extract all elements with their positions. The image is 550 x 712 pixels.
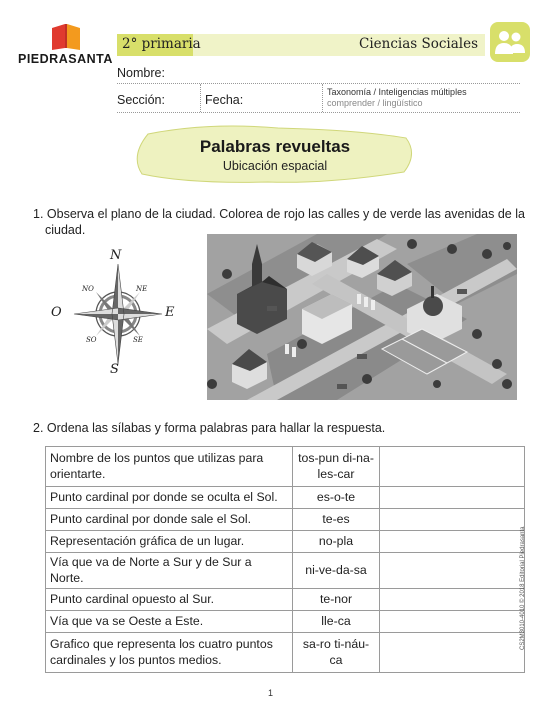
compass-south: S [110,362,119,377]
answer-cell[interactable] [380,487,525,509]
clue-cell: Vía que va se Oeste a Este. [46,611,293,633]
syllables-cell: sa-ro ti-náu-ca [293,633,380,673]
compass-west: O [51,305,62,320]
answer-cell[interactable] [380,633,525,673]
table-row [46,633,525,673]
city-map-image [207,234,517,400]
name-line [117,83,520,84]
activity-subtitle: Ubicación espacial [222,159,328,173]
side-copyright: CS2M3010-4010 © 2018 Editorial Piedrasanta [520,526,526,650]
syllables-cell: ni-ve-da-sa [293,553,380,589]
table-row [46,553,525,589]
syllables-cell: es-o-te [293,487,380,509]
compass-rose-icon [60,250,180,378]
table-row [46,447,525,487]
form-divider [200,84,201,112]
name-label: Nombre: [117,66,165,80]
grade-label: 2° primaria [122,36,201,52]
publisher-logo-text: PIEDRASANTA [18,52,113,66]
answer-cell[interactable] [380,531,525,553]
clue-cell: Nombre de los puntos que utilizas para orientarte. [46,447,293,487]
clue-cell: Grafico que representa los cuatro puntos cardinales y los puntos medios. [46,633,293,673]
subject-label: Ciencias Sociales [358,36,478,52]
answer-cell[interactable] [380,611,525,633]
taxonomy-value: comprender / lingüístico [327,98,423,108]
syllables-cell: tos-pun di-na-les-car [293,447,380,487]
clue-cell: Punto cardinal opuesto al Sur. [46,589,293,611]
table-row [46,509,525,531]
syllables-cell: no-pla [293,531,380,553]
clue-cell: Punto cardinal por donde se oculta el Sol. [46,487,293,509]
clue-cell: Punto cardinal por donde sale el Sol. [46,509,293,531]
table-row [46,487,525,509]
table-row [46,589,525,611]
compass-north: N [110,248,122,263]
people-icon [490,22,530,62]
syllables-cell: te-nor [293,589,380,611]
answer-cell[interactable] [380,447,525,487]
word-scramble-table [45,446,525,673]
answer-cell[interactable] [380,589,525,611]
compass-east: E [165,305,175,320]
answer-cell[interactable] [380,509,525,531]
form-divider [322,84,323,112]
date-label: Fecha: [205,93,244,107]
taxonomy-label: Taxonomía / Inteligencias múltiples [327,87,467,97]
compass-southwest: SO [86,336,97,344]
compass-southeast: SE [133,336,143,344]
exercise-1-instruction: 1. Observa el plano de la ciudad. Colorea de rojo las calles y de verde las avenidas de la [33,207,525,221]
table-row [46,611,525,633]
activity-title: Palabras revueltas [199,137,351,156]
clue-cell: Representación gráfica de un lugar. [46,531,293,553]
table-row [46,531,525,553]
syllables-cell: lle-ca [293,611,380,633]
section-line [117,112,520,113]
exercise-2-instruction: 2. Ordena las sílabas y forma palabras para hallar la respuesta. [33,421,386,435]
exercise-1-instruction-cont: ciudad. [45,223,86,237]
clue-cell: Vía que va de Norte a Sur y de Sur a Norte. [46,553,293,589]
answer-cell[interactable] [380,553,525,589]
section-label: Sección: [117,93,165,107]
logo-book-icon [50,24,84,50]
compass-northwest: NO [82,285,94,293]
compass-northeast: NE [136,285,148,293]
page-number: 1 [268,688,274,698]
syllables-cell: te-es [293,509,380,531]
